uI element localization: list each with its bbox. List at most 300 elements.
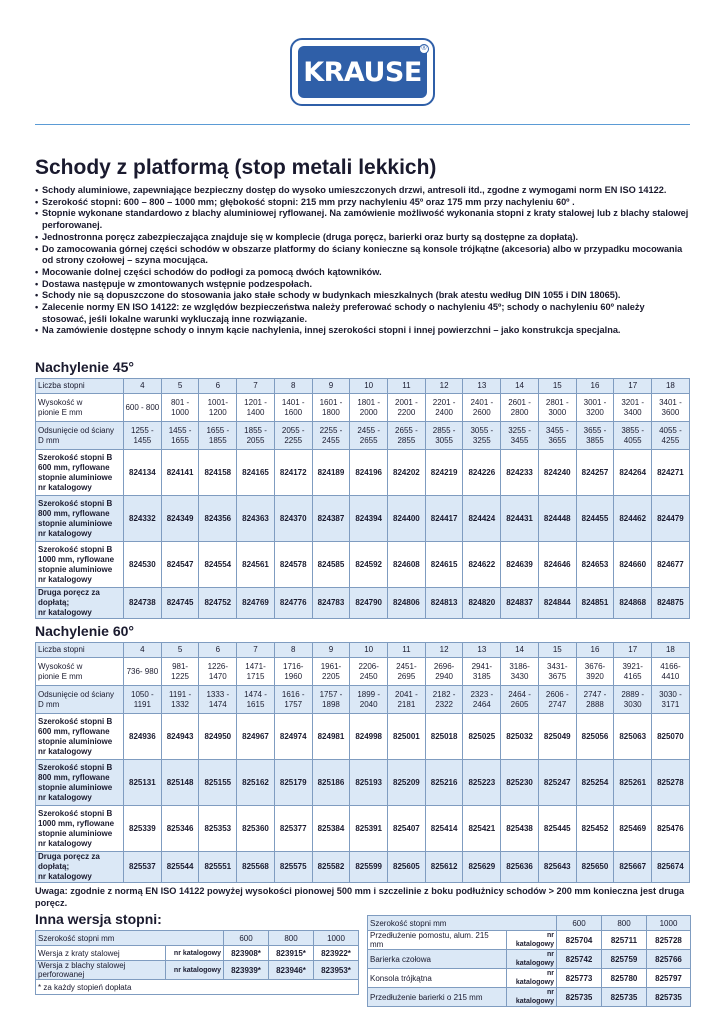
table-row bbox=[36, 658, 690, 686]
table-cell: 2451- 2695 bbox=[388, 658, 426, 686]
table-cell: 825605 bbox=[388, 852, 426, 883]
table-cell: 2182 - 2322 bbox=[425, 686, 463, 714]
page-title: Schody z platformą (stop metali lekkich) bbox=[35, 156, 437, 179]
table-cell: 824790 bbox=[350, 588, 388, 619]
table-cell: 825551 bbox=[199, 852, 237, 883]
row-label: Liczba stopni bbox=[36, 643, 124, 658]
row-label: Szerokość stopni B 600 mm, ryflowane stopnie aluminiowe nr katalogowy bbox=[36, 714, 124, 760]
table-cell: 825636 bbox=[501, 852, 539, 883]
table-cell: 824837 bbox=[501, 588, 539, 619]
table-cell: 824844 bbox=[538, 588, 576, 619]
table-cell: 3455 - 3655 bbox=[538, 422, 576, 450]
table-cell: 2255 - 2455 bbox=[312, 422, 350, 450]
table-cell: 824240 bbox=[538, 450, 576, 496]
table-cell: 825209 bbox=[388, 760, 426, 806]
row-label: Odsunięcie od ściany D mm bbox=[36, 686, 124, 714]
table-cell: 825650 bbox=[576, 852, 614, 883]
row-label: Przedłużenie pomostu, alum. 215 mm bbox=[368, 931, 507, 950]
table-cell: 2801 - 3000 bbox=[538, 394, 576, 422]
footnote-row bbox=[36, 980, 359, 995]
table-header-row bbox=[368, 916, 691, 931]
row-label: Konsola trójkątna bbox=[368, 969, 507, 988]
table-cell: 3186- 3430 bbox=[501, 658, 539, 686]
table-cell: 1899 - 2040 bbox=[350, 686, 388, 714]
table-cell: 824417 bbox=[425, 496, 463, 542]
table-cell: 825063 bbox=[614, 714, 652, 760]
table-cell: 825704 bbox=[557, 931, 602, 950]
table-cell: 824226 bbox=[463, 450, 501, 496]
row-label: Odsunięcie od ściany D mm bbox=[36, 422, 124, 450]
table-cell: 14 bbox=[501, 643, 539, 658]
row-label: Szerokość stopni B 1000 mm, ryflowane stopnie aluminiowe nr katalogowy bbox=[36, 806, 124, 852]
table-header-row bbox=[36, 931, 359, 946]
table-row bbox=[36, 542, 690, 588]
table-cell: 12 bbox=[425, 379, 463, 394]
safety-note: Uwaga: zgodnie z normą EN ISO 14122 powyżej wysokości pionowej 500 mm i szczelinie z boku podłużnicy schodów > 200 mm konieczna jest druga poręcz. bbox=[35, 886, 685, 908]
table-cell: 825254 bbox=[576, 760, 614, 806]
table-cell: 2001 - 2200 bbox=[388, 394, 426, 422]
section-heading-other-steps: Inna wersja stopni: bbox=[35, 911, 162, 927]
table-incline-45 bbox=[35, 378, 690, 619]
table-cell: 3401 - 3600 bbox=[652, 394, 690, 422]
table-cell: 824400 bbox=[388, 496, 426, 542]
table-cell: 825735 bbox=[557, 988, 602, 1007]
table-cell: 1471- 1715 bbox=[237, 658, 275, 686]
table-row bbox=[36, 686, 690, 714]
table-cell: 824141 bbox=[161, 450, 199, 496]
krause-logo bbox=[290, 38, 435, 106]
table-cell: 824615 bbox=[425, 542, 463, 588]
table-cell: 825438 bbox=[501, 806, 539, 852]
table-cell: 825186 bbox=[312, 760, 350, 806]
table-cell: 1474 - 1615 bbox=[237, 686, 275, 714]
table-cell: 825445 bbox=[538, 806, 576, 852]
row-label: Druga poręcz za dopłatą; nr katalogowy bbox=[36, 588, 124, 619]
table-cell: 2041 - 2181 bbox=[388, 686, 426, 714]
table-cell: 1455 - 1655 bbox=[161, 422, 199, 450]
table-cell: 3855 - 4055 bbox=[614, 422, 652, 450]
table-cell: 825001 bbox=[388, 714, 426, 760]
table-row bbox=[36, 961, 359, 980]
table-cell: 824172 bbox=[274, 450, 312, 496]
table-row bbox=[36, 450, 690, 496]
table-cell: 824974 bbox=[274, 714, 312, 760]
table-cell: 10 bbox=[350, 379, 388, 394]
table-cell: 4166- 4410 bbox=[652, 658, 690, 686]
table-cell: 824233 bbox=[501, 450, 539, 496]
table-cell: 824479 bbox=[652, 496, 690, 542]
table-cell: 825759 bbox=[602, 950, 647, 969]
table-cell: 736- 980 bbox=[124, 658, 162, 686]
table-row bbox=[36, 946, 359, 961]
table-cell: 825377 bbox=[274, 806, 312, 852]
table-cell: 824738 bbox=[124, 588, 162, 619]
table-cell: 825735 bbox=[647, 988, 691, 1007]
table-cell: 825148 bbox=[161, 760, 199, 806]
row-label: Szerokość stopni B 800 mm, ryflowane stopnie aluminiowe nr katalogowy bbox=[36, 760, 124, 806]
table-cell: 824813 bbox=[425, 588, 463, 619]
table-cell: 824646 bbox=[538, 542, 576, 588]
table-cell: 825728 bbox=[647, 931, 691, 950]
table-cell: 824455 bbox=[576, 496, 614, 542]
table-cell: 825391 bbox=[350, 806, 388, 852]
row-label: Wysokość w pionie E mm bbox=[36, 394, 124, 422]
table-cell: 825780 bbox=[602, 969, 647, 988]
table-cell: 3655 - 3855 bbox=[576, 422, 614, 450]
table-row bbox=[36, 394, 690, 422]
feature-list bbox=[35, 185, 690, 337]
table-cell: 825476 bbox=[652, 806, 690, 852]
catalog-label: nr katalogowy bbox=[507, 988, 557, 1007]
table-cell: 825261 bbox=[614, 760, 652, 806]
table-cell: 1255 - 1455 bbox=[124, 422, 162, 450]
table-cell: 824783 bbox=[312, 588, 350, 619]
list-item: • Mocowanie dolnej części schodów do podłogi za pomocą dwóch kątowników. bbox=[35, 267, 690, 279]
table-cell: 1801 - 2000 bbox=[350, 394, 388, 422]
table-cell: 824820 bbox=[463, 588, 501, 619]
list-item: • Schody aluminiowe, zapewniające bezpieczny dostęp do wysoko umieszczonych drzwi, antresoli itd., zgodne z wymogami norm EN ISO 14122. bbox=[35, 185, 690, 197]
table-cell: 824462 bbox=[614, 496, 652, 542]
table-row bbox=[36, 643, 690, 658]
table-cell: 825070 bbox=[652, 714, 690, 760]
table-cell: 17 bbox=[614, 379, 652, 394]
table-cell: 7 bbox=[237, 643, 275, 658]
table-row bbox=[368, 969, 691, 988]
table-cell: 14 bbox=[501, 379, 539, 394]
table-cell: 825452 bbox=[576, 806, 614, 852]
table-cell: 824752 bbox=[199, 588, 237, 619]
table-cell: 7 bbox=[237, 379, 275, 394]
table-cell: 825773 bbox=[557, 969, 602, 988]
table-cell: 3921- 4165 bbox=[614, 658, 652, 686]
table-cell: 823922* bbox=[314, 946, 359, 961]
catalog-label: nr katalogowy bbox=[38, 838, 92, 848]
table-cell: 1716- 1960 bbox=[274, 658, 312, 686]
table-cell: 13 bbox=[463, 379, 501, 394]
row-label: Wersja z kraty stalowej bbox=[36, 946, 166, 961]
table-row bbox=[36, 806, 690, 852]
table-row bbox=[36, 760, 690, 806]
table-cell: 824561 bbox=[237, 542, 275, 588]
table-cell: 824165 bbox=[237, 450, 275, 496]
table-cell: 825162 bbox=[237, 760, 275, 806]
table-cell: 11 bbox=[388, 643, 426, 658]
table-cell: 824257 bbox=[576, 450, 614, 496]
header-cell: 600 bbox=[224, 931, 269, 946]
table-row bbox=[36, 422, 690, 450]
table-cell: 824875 bbox=[652, 588, 690, 619]
row-label: Barierka czołowa bbox=[368, 950, 507, 969]
table-cell: 801 - 1000 bbox=[161, 394, 199, 422]
table-cell: 2889 - 3030 bbox=[614, 686, 652, 714]
table-cell: 16 bbox=[576, 379, 614, 394]
list-item: • Dostawa następuje w zmontowanych wstępnie podzespołach. bbox=[35, 279, 690, 291]
table-cell: 8 bbox=[274, 379, 312, 394]
table-cell: 824332 bbox=[124, 496, 162, 542]
catalog-label: nr katalogowy bbox=[166, 946, 224, 961]
table-row bbox=[368, 950, 691, 969]
table-cell: 825568 bbox=[237, 852, 275, 883]
row-label: Szerokość stopni B 800 mm, ryflowane stopnie aluminiowe nr katalogowy bbox=[36, 496, 124, 542]
table-cell: 825667 bbox=[614, 852, 652, 883]
table-cell: 824660 bbox=[614, 542, 652, 588]
table-cell: 825049 bbox=[538, 714, 576, 760]
table-cell: 824622 bbox=[463, 542, 501, 588]
table-cell: 8 bbox=[274, 643, 312, 658]
table-cell: 824189 bbox=[312, 450, 350, 496]
table-cell: 824158 bbox=[199, 450, 237, 496]
table-cell: 6 bbox=[199, 379, 237, 394]
table-cell: 825384 bbox=[312, 806, 350, 852]
table-cell: 824431 bbox=[501, 496, 539, 542]
table-cell: 825643 bbox=[538, 852, 576, 883]
table-cell: 1201 - 1400 bbox=[237, 394, 275, 422]
row-label: Wersja z blachy stalowej perforowanej bbox=[36, 961, 166, 980]
table-cell: 824967 bbox=[237, 714, 275, 760]
table-cell: 825216 bbox=[425, 760, 463, 806]
table-cell: 824653 bbox=[576, 542, 614, 588]
catalog-label: nr katalogowy bbox=[38, 792, 92, 802]
table-cell: 2655 - 2855 bbox=[388, 422, 426, 450]
table-cell: 2601 - 2800 bbox=[501, 394, 539, 422]
table-cell: 825612 bbox=[425, 852, 463, 883]
table-cell: 1961- 2205 bbox=[312, 658, 350, 686]
table-cell: 825155 bbox=[199, 760, 237, 806]
header-label: Szerokość stopni mm bbox=[36, 931, 224, 946]
table-cell: 825797 bbox=[647, 969, 691, 988]
table-cell: 825407 bbox=[388, 806, 426, 852]
table-cell: 1616 - 1757 bbox=[274, 686, 312, 714]
table-cell: 18 bbox=[652, 379, 690, 394]
table-cell: 824264 bbox=[614, 450, 652, 496]
table-row bbox=[36, 852, 690, 883]
row-label: Wysokość w pionie E mm bbox=[36, 658, 124, 686]
registered-mark: ® bbox=[419, 44, 429, 54]
table-cell: 2455 - 2655 bbox=[350, 422, 388, 450]
table-cell: 981- 1225 bbox=[161, 658, 199, 686]
table-cell: 823908* bbox=[224, 946, 269, 961]
list-item: • Stopnie wykonane standardowo z blachy aluminiowej ryflowanej. Na zamówienie możliwość wykonania stopni z kraty stalowej lub z blachy stalowej perforowanej. bbox=[35, 208, 690, 231]
table-cell: 824851 bbox=[576, 588, 614, 619]
table-cell: 825032 bbox=[501, 714, 539, 760]
catalog-label: nr katalogowy bbox=[507, 969, 557, 988]
table-incline-60 bbox=[35, 642, 690, 883]
table-cell: 824608 bbox=[388, 542, 426, 588]
table-cell: 825179 bbox=[274, 760, 312, 806]
table-cell: 824578 bbox=[274, 542, 312, 588]
table-cell: 3055 - 3255 bbox=[463, 422, 501, 450]
row-label: Druga poręcz za dopłatą; nr katalogowy bbox=[36, 852, 124, 883]
table-cell: 825223 bbox=[463, 760, 501, 806]
header-divider bbox=[35, 124, 690, 125]
header-cell: 1000 bbox=[647, 916, 691, 931]
catalog-label: nr katalogowy bbox=[38, 872, 92, 881]
table-cell: 825056 bbox=[576, 714, 614, 760]
table-cell: 824356 bbox=[199, 496, 237, 542]
catalog-label: nr katalogowy bbox=[166, 961, 224, 980]
table-cell: 2323 - 2464 bbox=[463, 686, 501, 714]
table-cell: 5 bbox=[161, 379, 199, 394]
table-cell: 825766 bbox=[647, 950, 691, 969]
header-cell: 1000 bbox=[314, 931, 359, 946]
table-cell: 9 bbox=[312, 379, 350, 394]
table-cell: 825582 bbox=[312, 852, 350, 883]
catalog-label: nr katalogowy bbox=[507, 950, 557, 969]
table-row bbox=[36, 588, 690, 619]
table-cell: 825339 bbox=[124, 806, 162, 852]
table-cell: 825230 bbox=[501, 760, 539, 806]
table-other-step-versions bbox=[35, 930, 359, 995]
table-cell: 824219 bbox=[425, 450, 463, 496]
table-cell: 824448 bbox=[538, 496, 576, 542]
table-cell: 1050 - 1191 bbox=[124, 686, 162, 714]
table-cell: 825346 bbox=[161, 806, 199, 852]
table-cell: 2606 - 2747 bbox=[538, 686, 576, 714]
table-cell: 1191 - 1332 bbox=[161, 686, 199, 714]
table-cell: 825735 bbox=[602, 988, 647, 1007]
catalog-label: nr katalogowy bbox=[38, 574, 92, 584]
header-cell: 600 bbox=[557, 916, 602, 931]
table-cell: 4055 - 4255 bbox=[652, 422, 690, 450]
table-cell: 824271 bbox=[652, 450, 690, 496]
table-cell: 824776 bbox=[274, 588, 312, 619]
table-cell: 824936 bbox=[124, 714, 162, 760]
table-cell: 1855 - 2055 bbox=[237, 422, 275, 450]
table-cell: 825469 bbox=[614, 806, 652, 852]
table-cell: 3676- 3920 bbox=[576, 658, 614, 686]
catalog-label: nr katalogowy bbox=[38, 746, 92, 756]
table-cell: 1333 - 1474 bbox=[199, 686, 237, 714]
row-label: Liczba stopni bbox=[36, 379, 124, 394]
table-cell: 4 bbox=[124, 379, 162, 394]
table-cell: 824806 bbox=[388, 588, 426, 619]
table-row bbox=[36, 496, 690, 542]
table-cell: 600 - 800 bbox=[124, 394, 162, 422]
footnote: * za każdy stopień dopłata bbox=[36, 980, 359, 995]
header-cell: 800 bbox=[269, 931, 314, 946]
table-cell: 825537 bbox=[124, 852, 162, 883]
table-cell: 3255 - 3455 bbox=[501, 422, 539, 450]
table-cell: 825599 bbox=[350, 852, 388, 883]
table-cell: 2747 - 2888 bbox=[576, 686, 614, 714]
list-item: • Schody nie są dopuszczone do stosowania jako stałe schody w budynkach mieszkalnych (brak atestu według DIN 1055 i DIN 18065). bbox=[35, 290, 690, 302]
table-cell: 825742 bbox=[557, 950, 602, 969]
table-cell: 824134 bbox=[124, 450, 162, 496]
table-row bbox=[36, 714, 690, 760]
table-cell: 824868 bbox=[614, 588, 652, 619]
table-cell: 824677 bbox=[652, 542, 690, 588]
table-cell: 1655 - 1855 bbox=[199, 422, 237, 450]
table-cell: 17 bbox=[614, 643, 652, 658]
row-label: Szerokość stopni B 600 mm, ryflowane stopnie aluminiowe nr katalogowy bbox=[36, 450, 124, 496]
table-cell: 18 bbox=[652, 643, 690, 658]
table-cell: 2941- 3185 bbox=[463, 658, 501, 686]
table-cell: 825018 bbox=[425, 714, 463, 760]
list-item: • Jednostronna poręcz zabezpieczająca znajduje się w komplecie (druga poręcz, barierki oraz burty są dostępne za dopłatą). bbox=[35, 232, 690, 244]
table-cell: 824639 bbox=[501, 542, 539, 588]
list-item: • Na zamówienie dostępne schody o innym kącie nachylenia, innej szerokości stopni i innej powierzchni – jako konstrukcja specjalna. bbox=[35, 325, 690, 337]
table-cell: 824363 bbox=[237, 496, 275, 542]
table-cell: 824554 bbox=[199, 542, 237, 588]
section-heading-45: Nachylenie 45° bbox=[35, 359, 134, 375]
table-cell: 1001- 1200 bbox=[199, 394, 237, 422]
table-cell: 2464 - 2605 bbox=[501, 686, 539, 714]
table-row bbox=[36, 379, 690, 394]
table-cell: 2855 - 3055 bbox=[425, 422, 463, 450]
table-cell: 824387 bbox=[312, 496, 350, 542]
table-cell: 824202 bbox=[388, 450, 426, 496]
table-cell: 825575 bbox=[274, 852, 312, 883]
table-cell: 823953* bbox=[314, 961, 359, 980]
table-cell: 825353 bbox=[199, 806, 237, 852]
table-cell: 1226- 1470 bbox=[199, 658, 237, 686]
list-item: • Do zamocowania górnej części schodów w obszarze platformy do ściany konieczne są konsole trójkątne (akcesoria) albo w przypadku mocowania od strony czołowej – szyna mocująca. bbox=[35, 244, 690, 267]
table-cell: 6 bbox=[199, 643, 237, 658]
table-cell: 825193 bbox=[350, 760, 388, 806]
list-item: • Zalecenie normy EN ISO 14122: ze względów bezpieczeństwa należy preferować schody o nachyleniu 45º; schody o nachyleniu 60º należy stosować, jeśli lokalne warunki wykluczają inne rozwiązanie. bbox=[35, 302, 690, 325]
table-cell: 825247 bbox=[538, 760, 576, 806]
table-row bbox=[368, 988, 691, 1007]
table-cell: 11 bbox=[388, 379, 426, 394]
table-cell: 15 bbox=[538, 643, 576, 658]
table-cell: 824981 bbox=[312, 714, 350, 760]
table-cell: 825414 bbox=[425, 806, 463, 852]
table-cell: 2055 - 2255 bbox=[274, 422, 312, 450]
catalog-label: nr katalogowy bbox=[38, 608, 92, 617]
table-cell: 9 bbox=[312, 643, 350, 658]
header-label: Szerokość stopni mm bbox=[368, 916, 557, 931]
table-cell: 3201 - 3400 bbox=[614, 394, 652, 422]
table-cell: 824530 bbox=[124, 542, 162, 588]
table-cell: 823946* bbox=[269, 961, 314, 980]
catalog-label: nr katalogowy bbox=[38, 528, 92, 538]
table-cell: 3030 - 3171 bbox=[652, 686, 690, 714]
table-cell: 1757 - 1898 bbox=[312, 686, 350, 714]
table-cell: 825629 bbox=[463, 852, 501, 883]
table-cell: 824745 bbox=[161, 588, 199, 619]
table-row bbox=[368, 931, 691, 950]
table-cell: 15 bbox=[538, 379, 576, 394]
table-cell: 824424 bbox=[463, 496, 501, 542]
row-label: Przedłużenie barierki o 215 mm bbox=[368, 988, 507, 1007]
table-cell: 825421 bbox=[463, 806, 501, 852]
table-cell: 2201 - 2400 bbox=[425, 394, 463, 422]
table-cell: 824592 bbox=[350, 542, 388, 588]
table-cell: 824943 bbox=[161, 714, 199, 760]
table-cell: 825674 bbox=[652, 852, 690, 883]
header-cell: 800 bbox=[602, 916, 647, 931]
table-cell: 824950 bbox=[199, 714, 237, 760]
table-cell: 824370 bbox=[274, 496, 312, 542]
table-cell: 3001 - 3200 bbox=[576, 394, 614, 422]
table-cell: 2206- 2450 bbox=[350, 658, 388, 686]
table-cell: 824349 bbox=[161, 496, 199, 542]
table-cell: 825360 bbox=[237, 806, 275, 852]
table-cell: 825131 bbox=[124, 760, 162, 806]
logo-text: KRAUSE bbox=[303, 56, 422, 88]
table-cell: 825544 bbox=[161, 852, 199, 883]
table-cell: 825025 bbox=[463, 714, 501, 760]
table-cell: 823915* bbox=[269, 946, 314, 961]
table-cell: 825711 bbox=[602, 931, 647, 950]
catalog-label: nr katalogowy bbox=[38, 482, 92, 492]
list-item: • Szerokość stopni: 600 – 800 – 1000 mm; głębokość stopni: 215 mm przy nachyleniu 45º oraz 175 mm przy nachyleniu 60º . bbox=[35, 197, 690, 209]
table-accessories bbox=[367, 915, 691, 1007]
table-cell: 2696- 2940 bbox=[425, 658, 463, 686]
table-cell: 824196 bbox=[350, 450, 388, 496]
table-cell: 16 bbox=[576, 643, 614, 658]
table-cell: 12 bbox=[425, 643, 463, 658]
